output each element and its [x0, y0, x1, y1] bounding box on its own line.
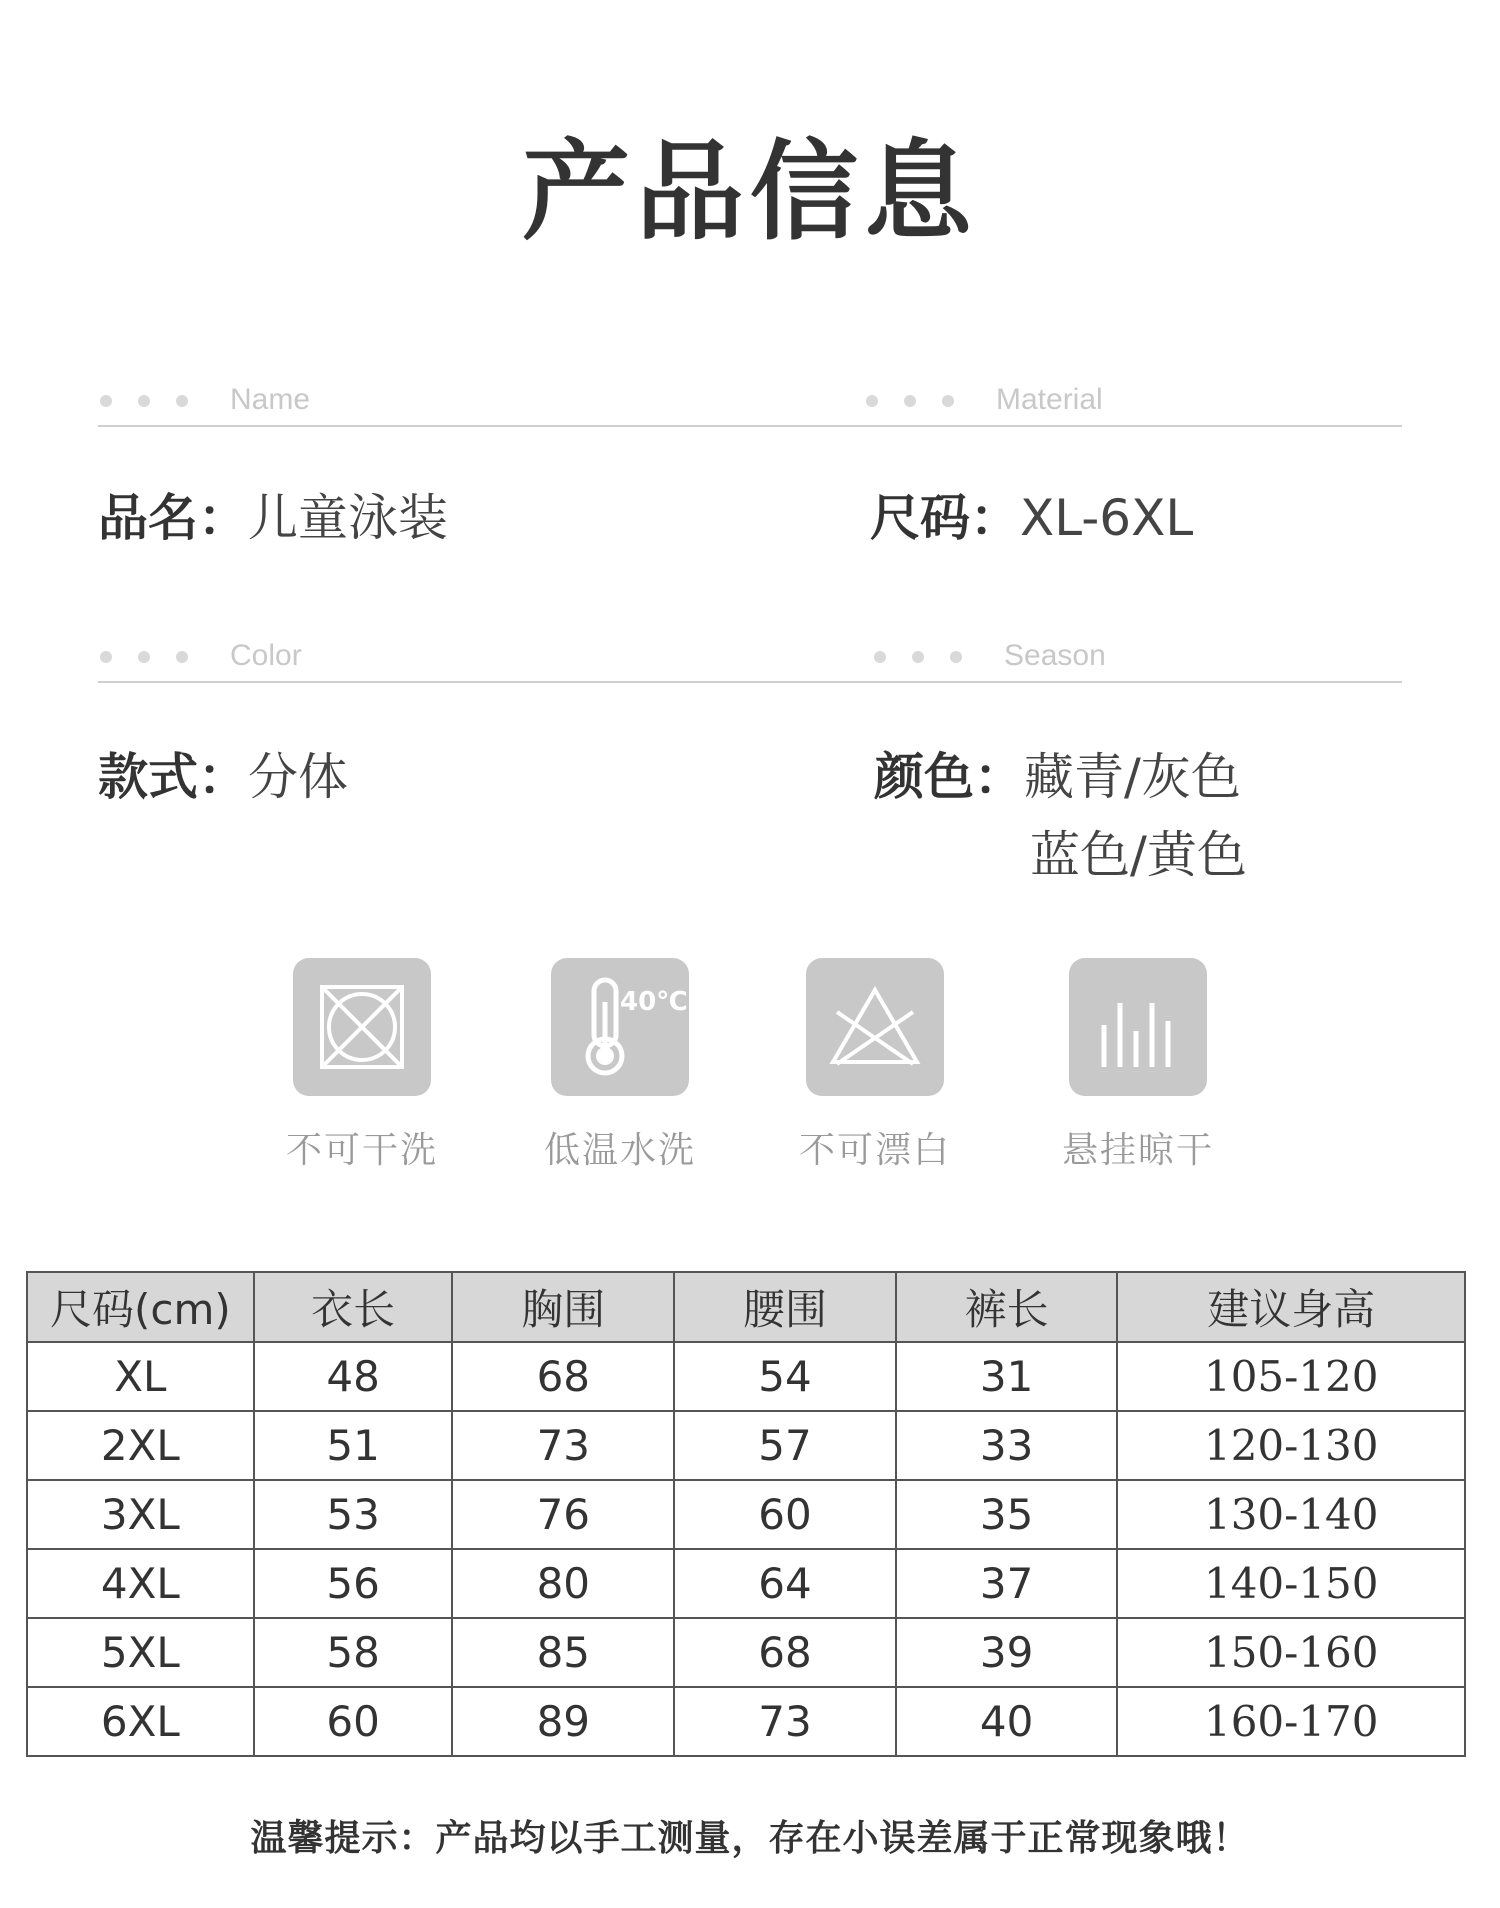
page-title: 产品信息 [521, 130, 978, 255]
table-cell: 35 [896, 1480, 1118, 1549]
care-item-no-bleach [785, 958, 965, 1173]
low-temp-wash-icon [551, 958, 689, 1096]
care-item-low-temp-wash [530, 958, 710, 1173]
no-bleach-icon [806, 958, 944, 1096]
size-field [870, 478, 1193, 550]
table-cell: 57 [674, 1411, 896, 1480]
size-value: XL-6XL [1020, 489, 1194, 547]
table-cell: 140-150 [1117, 1549, 1465, 1618]
header-chest: 胸围 [452, 1272, 674, 1342]
table-cell: 4XL [27, 1549, 254, 1618]
table-cell: 105-120 [1117, 1342, 1465, 1411]
product-name-value: 儿童泳装 [248, 489, 448, 547]
care-label: 不可漂白 [798, 1130, 951, 1171]
table-header-row [27, 1272, 1465, 1342]
section-header-material [866, 383, 1266, 423]
table-cell: 73 [452, 1411, 674, 1480]
table-cell: 80 [452, 1549, 674, 1618]
header-size: 尺码(cm) [27, 1272, 254, 1342]
section-header-name [100, 383, 500, 423]
table-row [27, 1480, 1465, 1549]
header-top-length: 衣长 [254, 1272, 453, 1342]
table-cell: 3XL [27, 1480, 254, 1549]
color-value-line1: 藏青/灰色 [1024, 748, 1241, 806]
table-cell: 31 [896, 1342, 1118, 1411]
dots-decoration [100, 395, 188, 407]
table-cell: 5XL [27, 1618, 254, 1687]
table-cell: 37 [896, 1549, 1118, 1618]
care-label: 悬挂晾干 [1061, 1130, 1214, 1171]
style-value: 分体 [248, 748, 348, 806]
product-name-field [98, 478, 448, 550]
section-header-color [100, 639, 500, 679]
color-key: 颜色： [874, 748, 1024, 806]
section-label-color: Color [230, 639, 302, 672]
table-cell: 56 [254, 1549, 453, 1618]
table-cell: 51 [254, 1411, 453, 1480]
style-field [98, 737, 348, 809]
table-cell: 85 [452, 1618, 674, 1687]
temperature-text: 40℃ [620, 987, 688, 1017]
style-key: 款式： [98, 748, 248, 806]
table-cell: 64 [674, 1549, 896, 1618]
table-cell: 73 [674, 1687, 896, 1756]
header-pants-length: 裤长 [896, 1272, 1118, 1342]
table-cell: 60 [674, 1480, 896, 1549]
table-cell: 58 [254, 1618, 453, 1687]
table-row [27, 1687, 1465, 1756]
table-cell: 68 [674, 1618, 896, 1687]
table-cell: 39 [896, 1618, 1118, 1687]
section-label-season: Season [1004, 639, 1106, 672]
table-cell: 6XL [27, 1687, 254, 1756]
size-key: 尺码： [870, 489, 1020, 547]
table-row [27, 1342, 1465, 1411]
table-cell: 160-170 [1117, 1687, 1465, 1756]
care-label: 低温水洗 [543, 1130, 696, 1171]
section-label-name: Name [230, 383, 311, 416]
table-cell: 2XL [27, 1411, 254, 1480]
table-cell: 60 [254, 1687, 453, 1756]
care-item-hang-dry [1048, 958, 1228, 1173]
table-cell: 33 [896, 1411, 1118, 1480]
care-item-no-dry-clean [272, 958, 452, 1173]
color-field [874, 737, 1241, 809]
table-cell: 68 [452, 1342, 674, 1411]
table-row [27, 1411, 1465, 1480]
hang-dry-icon [1069, 958, 1207, 1096]
table-cell: 130-140 [1117, 1480, 1465, 1549]
section-header-season [874, 639, 1274, 679]
table-cell: 54 [674, 1342, 896, 1411]
color-value-line2: 蓝色/黄色 [1030, 826, 1247, 884]
table-cell: 150-160 [1117, 1618, 1465, 1687]
care-label: 不可干洗 [285, 1130, 438, 1171]
color-field-line2 [1030, 815, 1247, 887]
table-cell: 53 [254, 1480, 453, 1549]
dots-decoration [100, 651, 188, 663]
table-cell: 120-130 [1117, 1411, 1465, 1480]
size-table [26, 1271, 1466, 1757]
measurement-note: 温馨提示：产品均以手工测量，存在小误差属于正常现象哦！ [250, 1818, 1250, 1859]
section-label-material: Material [996, 383, 1103, 416]
table-row [27, 1618, 1465, 1687]
no-dry-clean-icon [293, 958, 431, 1096]
table-cell: 76 [452, 1480, 674, 1549]
product-name-key: 品名： [98, 489, 248, 547]
table-cell: 89 [452, 1687, 674, 1756]
table-row [27, 1549, 1465, 1618]
dots-decoration [866, 395, 954, 407]
header-waist: 腰围 [674, 1272, 896, 1342]
divider [98, 681, 1402, 683]
divider [98, 425, 1402, 427]
table-cell: 40 [896, 1687, 1118, 1756]
header-height: 建议身高 [1117, 1272, 1465, 1342]
dots-decoration [874, 651, 962, 663]
table-cell: XL [27, 1342, 254, 1411]
table-cell: 48 [254, 1342, 453, 1411]
